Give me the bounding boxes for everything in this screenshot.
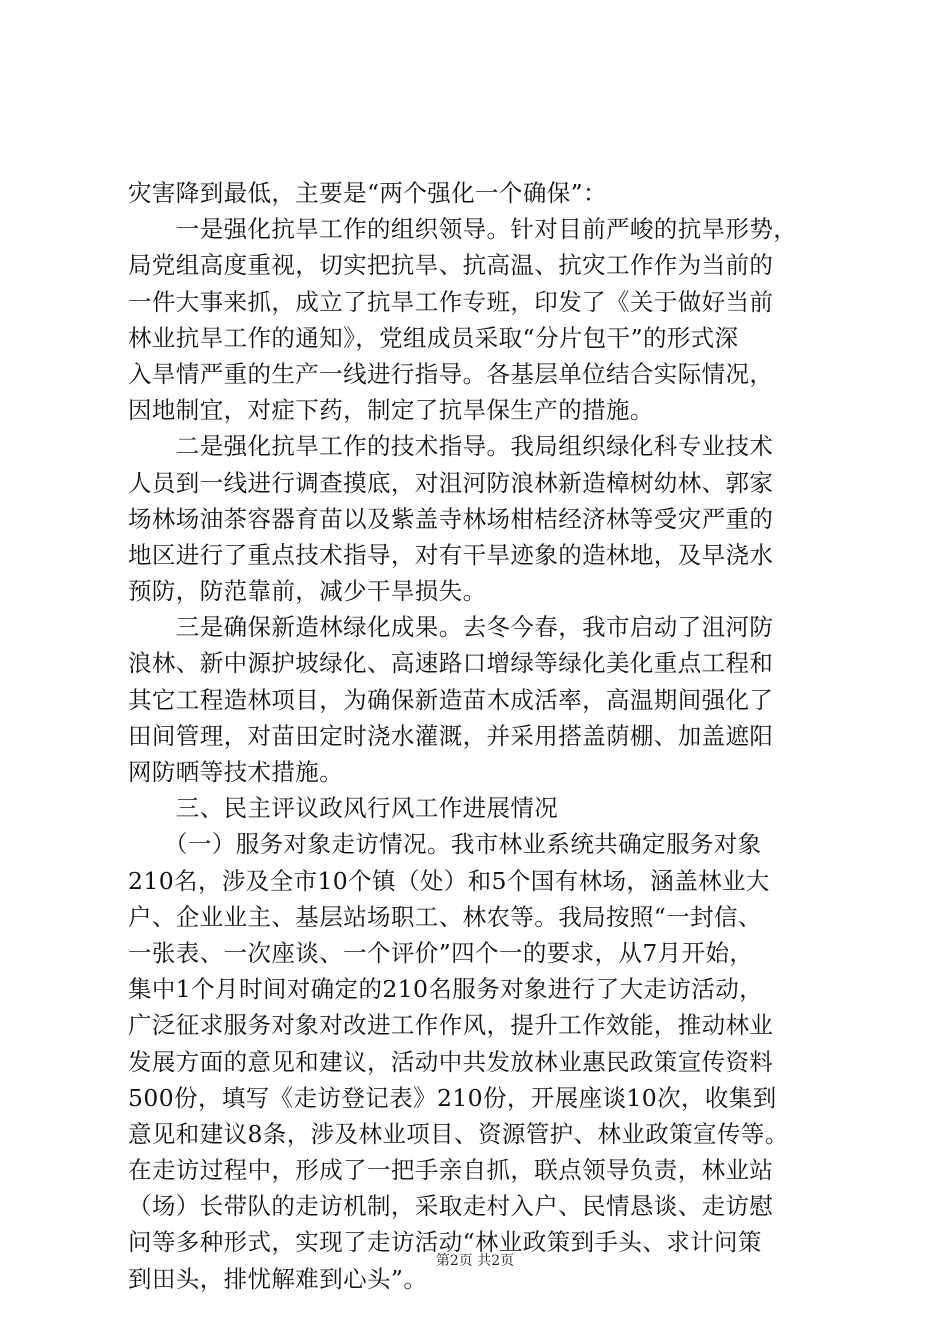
text-line: 网防晒等技术措施。	[128, 758, 344, 786]
text-line: 一张表、一次座谈、一个评价”四个一的要求，从7月开始，	[128, 938, 754, 967]
text-line: 田间管理，对苗田定时浇水灌溉，并采用搭盖荫棚、加盖遮阳	[128, 721, 774, 750]
text-line: 500份，填写《走访登记表》210份，开展座谈10次，收集到	[128, 1083, 777, 1112]
text-line: 二是强化抗旱工作的技术指导。我局组织绿化科专业技术	[128, 432, 774, 461]
text-line: 场林场油茶容器育苗以及紫盖寺林场柑桔经济林等受灾严重的	[128, 504, 774, 533]
text-line: 意见和建议8条，涉及林业项目、资源管护、林业政策宣传等。	[128, 1119, 789, 1148]
text-line: 一是强化抗旱工作的组织领导。针对目前严峻的抗旱形势，	[128, 215, 798, 244]
text-line: 其它工程造林项目，为确保新造苗木成活率，高温期间强化了	[128, 685, 774, 714]
text-line: 集中1个月时间对确定的210名服务对象进行了大走访活动，	[128, 975, 764, 1004]
text-line: 预防，防范靠前，减少干旱损失。	[128, 577, 487, 606]
text-line: （一）服务对象走访情况。我市林业系统共确定服务对象	[128, 830, 762, 859]
text-line: 地区进行了重点技术指导，对有干旱迹象的造林地，及早浇水	[128, 540, 774, 569]
document-body	[128, 175, 828, 1297]
text-line: 到田头，排忧解难到心头”。	[128, 1264, 428, 1293]
text-line: 广泛征求服务对象对改进工作作风，提升工作效能，推动林业	[128, 1011, 774, 1040]
text-line: 林业抗旱工作的通知》，党组成员采取“分片包干”的形式深	[128, 323, 739, 352]
text-line: 灾害降到最低，主要是“两个强化一个确保”：	[128, 179, 607, 207]
text-line: 三是确保新造林绿化成果。去冬今春，我市启动了沮河防	[128, 613, 774, 642]
text-line: 一件大事来抓，成立了抗旱工作专班，印发了《关于做好当前	[128, 287, 774, 316]
text-line: 问等多种形式，实现了走访活动“林业政策到手头、求计问策	[128, 1228, 762, 1257]
text-line: 因地制宜，对症下药，制定了抗旱保生产的措施。	[128, 396, 654, 425]
page-number-footer: 第2页 共2页	[435, 1253, 515, 1269]
text-line: 在走访过程中，形成了一把手亲自抓，联点领导负责，林业站	[128, 1156, 774, 1185]
text-line: 户、企业业主、基层站场职工、林农等。我局按照“一封信、	[128, 902, 762, 931]
text-line: 入旱情严重的生产一线进行指导。各基层单位结合实际情况，	[128, 359, 774, 388]
text-line: 发展方面的意见和建议，活动中共发放林业惠民政策宣传资料	[128, 1047, 774, 1076]
section-heading: 三、民主评议政风行风工作进展情况	[128, 794, 559, 823]
text-line: 210名，涉及全市10个镇（处）和5个国有林场，涵盖林业大	[128, 866, 770, 895]
text-line: （场）长带队的走访机制，采取走村入户、民情恳谈、走访慰	[128, 1192, 774, 1221]
text-line: 局党组高度重视，切实把抗旱、抗高温、抗灾工作作为当前的	[128, 251, 774, 280]
text-line: 人员到一线进行调查摸底，对沮河防浪林新造樟树幼林、郭家	[128, 468, 774, 497]
text-line: 浪林、新中源护坡绿化、高速路口增绿等绿化美化重点工程和	[128, 649, 774, 678]
